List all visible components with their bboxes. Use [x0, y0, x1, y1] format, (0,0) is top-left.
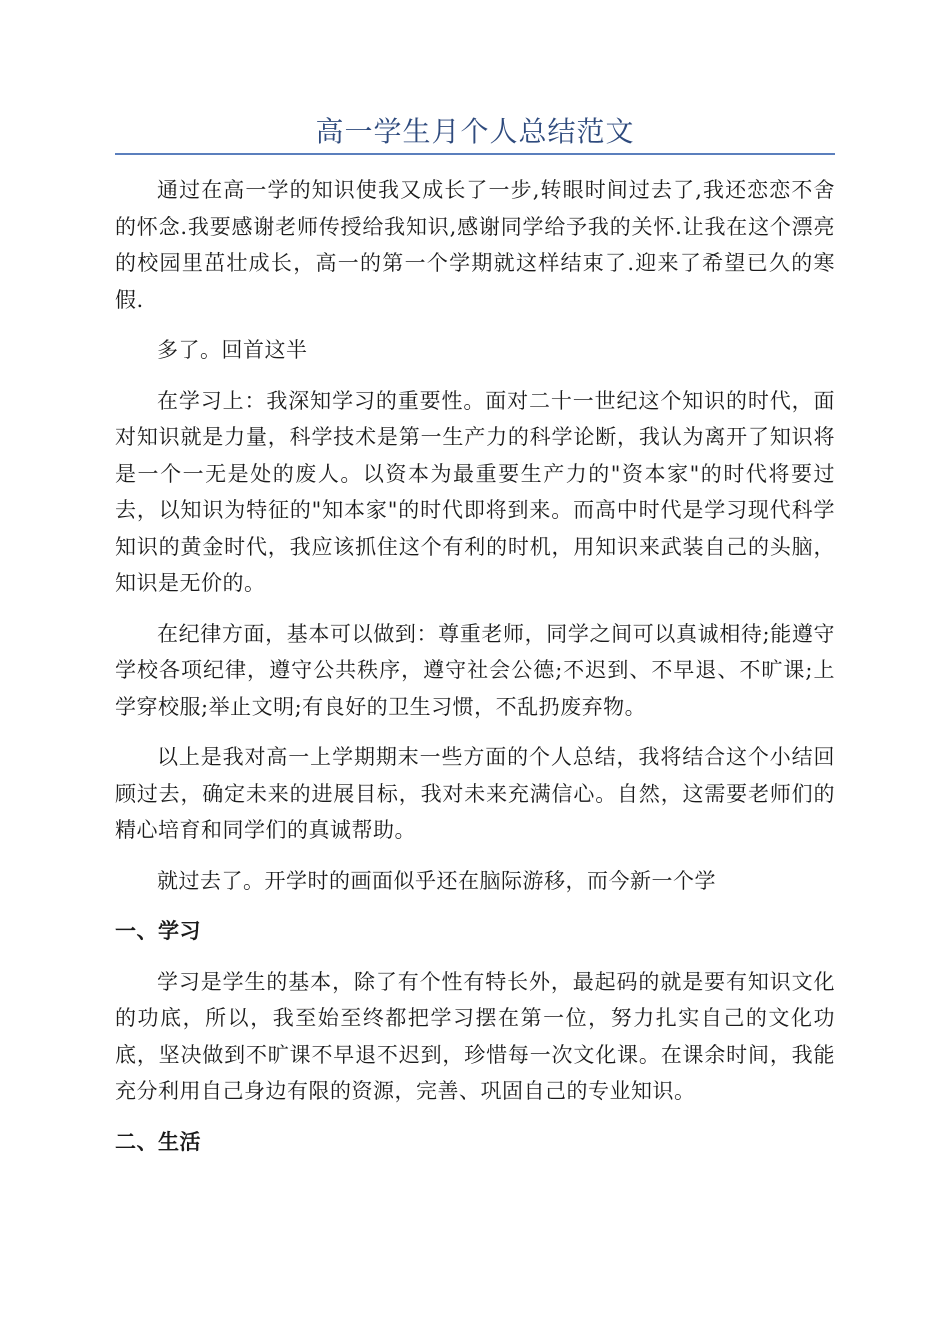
paragraph-study: 在学习上：我深知学习的重要性。面对二十一世纪这个知识的时代，面对知识就是力量，科学技术是第一生产力的科学论断，我认为离开了知识将是一个一无是处的废人。以资本为最重要生产力的"资本家"的时代将要过去，以知识为特征的"知本家"的时代即将到来。而高中时代是学习现代科学知识的黄金时代，我应该抓住这个有利的时机，用知识来武装自己的头脑，知识是无价的。	[115, 388, 835, 595]
paragraph-summary: 以上是我对高一上学期期末一些方面的个人总结，我将结合这个小结回顾过去，确定未来的进展目标，我对未来充满信心。自然，这需要老师们的精心培育和同学们的真诚帮助。	[115, 745, 835, 842]
title-underline	[115, 153, 835, 155]
paragraph-discipline: 在纪律方面，基本可以做到：尊重老师，同学之间可以真诚相待;能遵守学校各项纪律，遵守公共秩序，遵守社会公德;不迟到、不早退、不旷课;上学穿校服;举止文明;有良好的卫生习惯，不乱扔废弃物。	[115, 621, 835, 719]
section-heading-life: 二、生活	[115, 1129, 201, 1154]
document-title: 高一学生月个人总结范文	[315, 115, 635, 148]
paragraph-intro: 通过在高一学的知识使我又成长了一步,转眼时间过去了,我还恋恋不舍的怀念.我要感谢老师传授给我知识,感谢同学给予我的关怀.让我在这个漂亮的校园里茁壮成长，高一的第一个学期就这样结束了.迎来了希望已久的寒假.	[115, 178, 835, 312]
paragraph-study-detail: 学习是学生的基本，除了有个性有特长外，最起码的就是要有知识文化的功底，所以，我至始至终都把学习摆在第一位，努力扎实自己的文化功底，坚决做到不旷课不早退不迟到，珍惜每一次文化课。在课余时间，我能充分利用自己身边有限的资源，完善、巩固自己的专业知识。	[115, 969, 835, 1103]
document-body	[115, 172, 835, 1174]
paragraph-fragment-review: 多了。回首这半	[157, 338, 308, 362]
paragraph-fragment-semester: 就过去了。开学时的画面似乎还在脑际游移，而今新一个学	[157, 868, 716, 893]
section-heading-study: 一、学习	[115, 919, 201, 943]
